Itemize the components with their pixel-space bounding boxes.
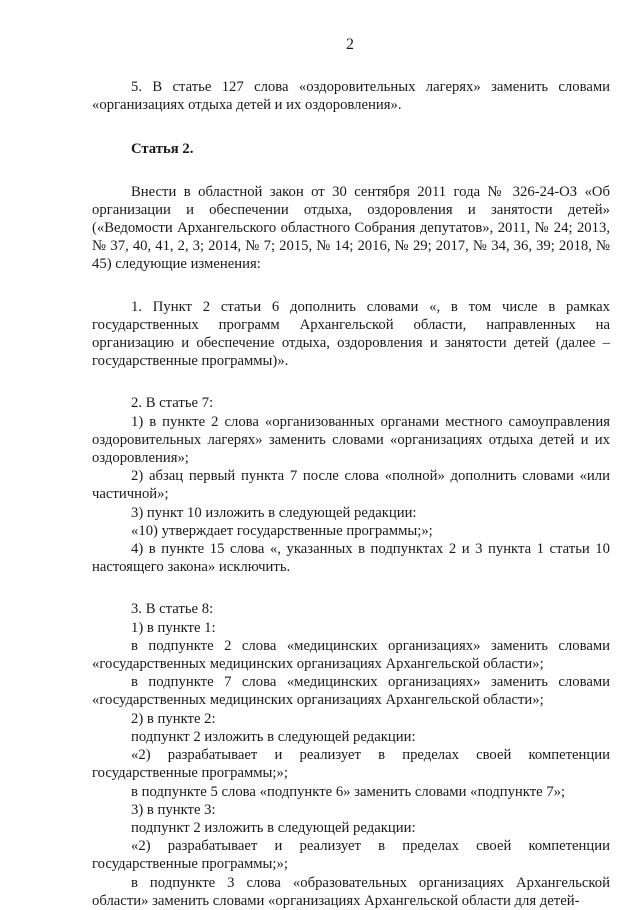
paragraph-item-2-heading: 2. В статье 7: [131,395,214,412]
paragraph-item-2-3: 3) пункт 10 изложить в следующей редакции: [131,504,417,521]
paragraph-item-1: 1. Пункт 2 статьи 6 дополнить словами «, в том числе в рамках государственных программ Архангельской области, направленных на организацию и обеспечение отдыха, оздоровления и занятости детей (далее – государственные программы)». [92,298,610,370]
paragraph-item-3-1-sub7: в подпункте 7 слова «медицинских организациях» заменить словами «государственных медицинских организациях Архангельской области»; [92,674,610,709]
paragraph-item-3-3: 3) в пункте 3: [131,801,216,818]
paragraph-item-2-4: 4) в пункте 15 слова «, указанных в подпунктах 2 и 3 пункта 1 статьи 10 настоящего закона» исключить. [92,541,610,576]
paragraph-intro: Внести в областной закон от 30 сентября 2011 года № 326-24-ОЗ «Об организации и обеспечении отдыха, оздоровления и занятости детей» («Ведомости Архангельского областного Собрания депутатов», 2011, № 24; 2013, № 37, 40, 41, 2, 3; 2014, № 7; 2015, № 14; 2016, № 29; 2017, № 34, 36, 39; 2018, № 45) следующие изменения: [92,183,610,273]
document-body [92,78,610,910]
paragraph-item-3-2-sub2: подпункт 2 изложить в следующей редакции: [131,728,416,745]
page-number: 2 [346,36,354,53]
paragraph-item-3-2: 2) в пункте 2: [131,710,216,727]
paragraph-article-127: 5. В статье 127 слова «оздоровительных лагерях» заменить словами «организациях отдыха детей и их оздоровления». [92,79,610,114]
paragraph-item-3-3-sub2-text: «2) разрабатывает и реализует в пределах своей компетенции государственные программы;»; [92,838,610,873]
paragraph-item-3-3-sub2: подпункт 2 изложить в следующей редакции: [131,819,416,836]
paragraph-item-3-1: 1) в пункте 1: [131,619,216,636]
paragraph-item-2-1: 1) в пункте 2 слова «организованных органами местного самоуправления оздоровительных лагерях» заменить словами «организациях отдыха детей и их оздоровления»; [92,413,610,467]
paragraph-item-3-heading: 3. В статье 8: [131,601,214,618]
paragraph-item-3-2-sub5: в подпункте 5 слова «подпункте 6» заменить словами «подпункте 7»; [131,783,566,800]
paragraph-item-3-1-sub2: в подпункте 2 слова «медицинских организациях» заменить словами «государственных медицинских организациях Архангельской области»; [92,637,610,673]
paragraph-item-3-3-sub3: в подпункте 3 слова «образовательных организациях Архангельской области» заменить словами «организациях Архангельской области для детей- [92,874,610,909]
paragraph-item-2-3-text: «10) утверждает государственные программы;»; [131,522,433,539]
paragraph-item-3-2-sub2-text: «2) разрабатывает и реализует в пределах своей компетенции государственные программы;»; [92,747,610,782]
paragraph-item-2-2: 2) абзац первый пункта 7 после слова «полной» дополнить словами «или частичной»; [92,468,610,503]
article-heading: Статья 2. [131,141,194,158]
